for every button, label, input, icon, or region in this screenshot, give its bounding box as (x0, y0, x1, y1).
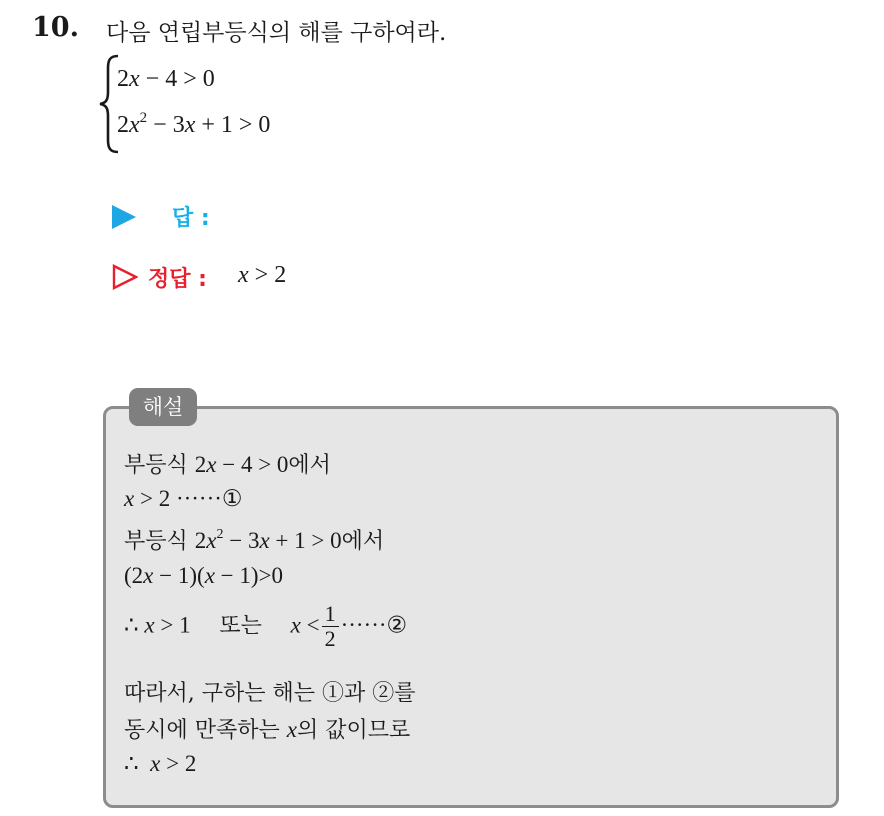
solution-line-3: 부등식 $2x^2 - 3x + 1 > 0$에서 (124, 527, 385, 554)
answer-marker-icon (112, 205, 136, 229)
solution-line-6: 따라서, 구하는 해는 ①과 ②를 (124, 681, 416, 706)
solution-line-5: ∴ x > 1 또는 x < $\frac{1}{2}$ ······② (124, 601, 408, 651)
question-prompt: 다음 연립부등식의 해를 구하여라. (106, 20, 447, 46)
solution-line-8: ∴ x > 2 (124, 751, 197, 776)
solution-line-1: 부등식 2x − 4 > 0에서 (124, 452, 331, 478)
inequality-2: $2x^2 - 3x + 1 > 0$ (117, 110, 271, 138)
solution-line-2: x > 2 ······① (124, 486, 243, 511)
correct-answer-label: 정답 : (148, 267, 207, 292)
correct-marker-icon (112, 264, 138, 290)
solution-line-7: 동시에 만족하는 x의 값이므로 (124, 717, 411, 743)
fraction-one-half: $\frac{1}{2}$ (322, 602, 339, 651)
solution-line-4: (2x − 1)(x − 1)>0 (124, 563, 284, 588)
answer-label: 답 : (172, 206, 210, 231)
correct-answer-value: x > 2 (238, 262, 287, 288)
solution-tab: 해설 (129, 388, 197, 426)
inequality-1: 2x − 4 > 0 (117, 66, 215, 92)
question-number: 10. (32, 12, 79, 43)
